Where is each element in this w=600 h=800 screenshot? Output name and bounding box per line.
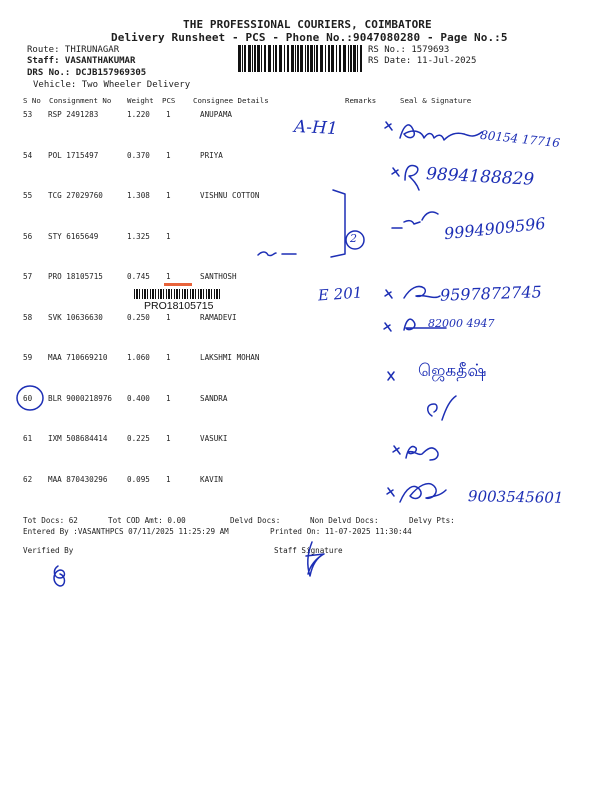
handwritten-remark: E 201 [317, 283, 363, 305]
signature-61 [406, 446, 438, 460]
col-pcs: PCS [162, 96, 176, 105]
row-sno: 59 [23, 353, 33, 362]
route-label: Route: THIRUNAGAR [27, 45, 120, 55]
row-weight: 1.060 [127, 353, 150, 362]
col-sno: S No [23, 96, 41, 105]
signature-54 [405, 166, 419, 190]
row-sno: 54 [23, 151, 33, 160]
row-sno: 57 [23, 272, 33, 281]
vehicle-label: Vehicle: Two Wheeler Delivery [33, 80, 191, 90]
row-sno: 62 [23, 475, 33, 484]
row-weight: 0.370 [127, 151, 150, 160]
tick-mark-58 [384, 323, 391, 331]
col-weight: Weight [127, 96, 154, 105]
handwritten-phone: 9994909596 [443, 213, 547, 244]
row-consignee: RAMADEVI [200, 313, 237, 322]
col-consignee: Consignee Details [193, 96, 269, 105]
rs-number: RS No.: 1579693 [368, 45, 450, 55]
printed-on: Printed On: 11-07-2025 11:30:44 [270, 527, 412, 536]
row-weight: 1.325 [127, 232, 150, 241]
staff-label: Staff: VASANTHAKUMAR [27, 56, 136, 66]
handwritten-remark: 2 [350, 232, 357, 245]
tick-mark-62 [387, 488, 394, 496]
handwritten-phone: 80154 17716 [479, 127, 561, 151]
row-pcs: 1 [166, 475, 171, 484]
row-sno: 58 [23, 313, 33, 322]
row-pcs: 1 [166, 353, 171, 362]
row-consignee: KAVIN [200, 475, 223, 484]
row-pcs: 1 [166, 191, 171, 200]
row-sno: 56 [23, 232, 33, 241]
tick-mark-54 [392, 168, 399, 176]
handwritten-tamil-signature: ஜெகதீஷ் [418, 361, 487, 381]
row-consignment: BLR 9000218976 [48, 394, 113, 403]
cross-mark-59 [388, 372, 394, 380]
signature-56 [392, 212, 438, 228]
row-consignment: RSP 2491283 [48, 110, 99, 119]
row-consignment: TCG 27029760 [48, 191, 103, 200]
handwritten-phone: 9597872745 [439, 282, 543, 305]
col-consignment: Consignment No [49, 96, 112, 105]
row-sno: 61 [23, 434, 33, 443]
signature-62 [400, 484, 446, 502]
row-weight: 0.400 [127, 394, 150, 403]
delivery-points: Delvy Pts: [409, 516, 455, 525]
row-sno: 55 [23, 191, 33, 200]
col-remarks: Remarks [345, 96, 377, 105]
row-weight: 1.220 [127, 110, 150, 119]
tick-mark-57 [385, 290, 392, 298]
row-pcs: 1 [166, 394, 171, 403]
row-consignee: ANUPAMA [200, 110, 233, 119]
handwritten-phone: 9003545601 [467, 487, 564, 507]
row-consignee: PRIYA [200, 151, 223, 160]
row-consignment: PRO 18105715 [48, 272, 103, 281]
row-pcs: 1 [166, 434, 171, 443]
row-pcs: 1 [166, 151, 171, 160]
row-consignment: MAA 710669210 [48, 353, 108, 362]
circled-sno-60 [17, 386, 43, 410]
col-seal-signature: Seal & Signature [400, 96, 472, 105]
handwritten-phone: 82000 4947 [428, 317, 495, 330]
rs-date: RS Date: 11-Jul-2025 [368, 56, 477, 66]
total-cod-amount: Tot COD Amt: 0.00 [108, 516, 186, 525]
row-consignee: SANDRA [200, 394, 228, 403]
verified-by-label: Verified By [23, 546, 74, 555]
row-weight: 0.745 [127, 272, 150, 281]
company-title: THE PROFESSIONAL COURIERS, COIMBATORE [183, 18, 432, 31]
row-pcs: 1 [166, 110, 171, 119]
staff-signature-label: Staff Signature [274, 546, 343, 555]
tick-mark-53 [385, 122, 392, 130]
bracket-55-56 [331, 190, 345, 257]
row-pcs: 1 [166, 272, 171, 281]
sticker-number: PRO18105715 [144, 300, 214, 312]
row-sno: 53 [23, 110, 33, 119]
row-weight: 0.250 [127, 313, 150, 322]
drs-number: DRS No.: DCJB157969305 [27, 68, 147, 78]
row-consignment: SVK 10636630 [48, 313, 103, 322]
handwritten-remark: A-H1 [293, 116, 339, 140]
tick-mark-61 [393, 446, 400, 454]
staff-signature-mark [306, 542, 324, 576]
row-pcs: 1 [166, 313, 171, 322]
row-consignment: STY 6165649 [48, 232, 99, 241]
circled-remark-56 [346, 231, 364, 249]
entered-by: Entered By :VASANTHPCS 07/11/2025 11:25:29 AM [23, 527, 229, 536]
row-consignee: VISHNU COTTON [200, 191, 260, 200]
row-weight: 1.308 [127, 191, 150, 200]
row-consignee: SANTHOSH [200, 272, 237, 281]
handwritten-phone: 9894188829 [425, 164, 535, 190]
delivered-docs: Delvd Docs: [230, 516, 281, 525]
verified-by-signature [54, 566, 65, 586]
row-consignment: IXM 508684414 [48, 434, 108, 443]
dash-mark-56 [258, 252, 296, 256]
non-delivered-docs: Non Delvd Docs: [310, 516, 379, 525]
row-sno: 60 [23, 394, 33, 403]
row-weight: 0.095 [127, 475, 150, 484]
row-weight: 0.225 [127, 434, 150, 443]
row-consignment: POL 1715497 [48, 151, 99, 160]
row-consignee: LAKSHMI MOHAN [200, 353, 260, 362]
signature-53 [400, 125, 482, 140]
row-pcs: 1 [166, 232, 171, 241]
signature-60 [428, 396, 456, 420]
total-docs: Tot Docs: 62 [23, 516, 78, 525]
signature-58 [404, 319, 446, 330]
row-consignee: VASUKI [200, 434, 228, 443]
runsheet-subtitle: Delivery Runsheet - PCS - Phone No.:9047080280 - Page No.:5 [111, 31, 508, 44]
row-consignment: MAA 870430296 [48, 475, 108, 484]
signature-57 [404, 286, 440, 298]
